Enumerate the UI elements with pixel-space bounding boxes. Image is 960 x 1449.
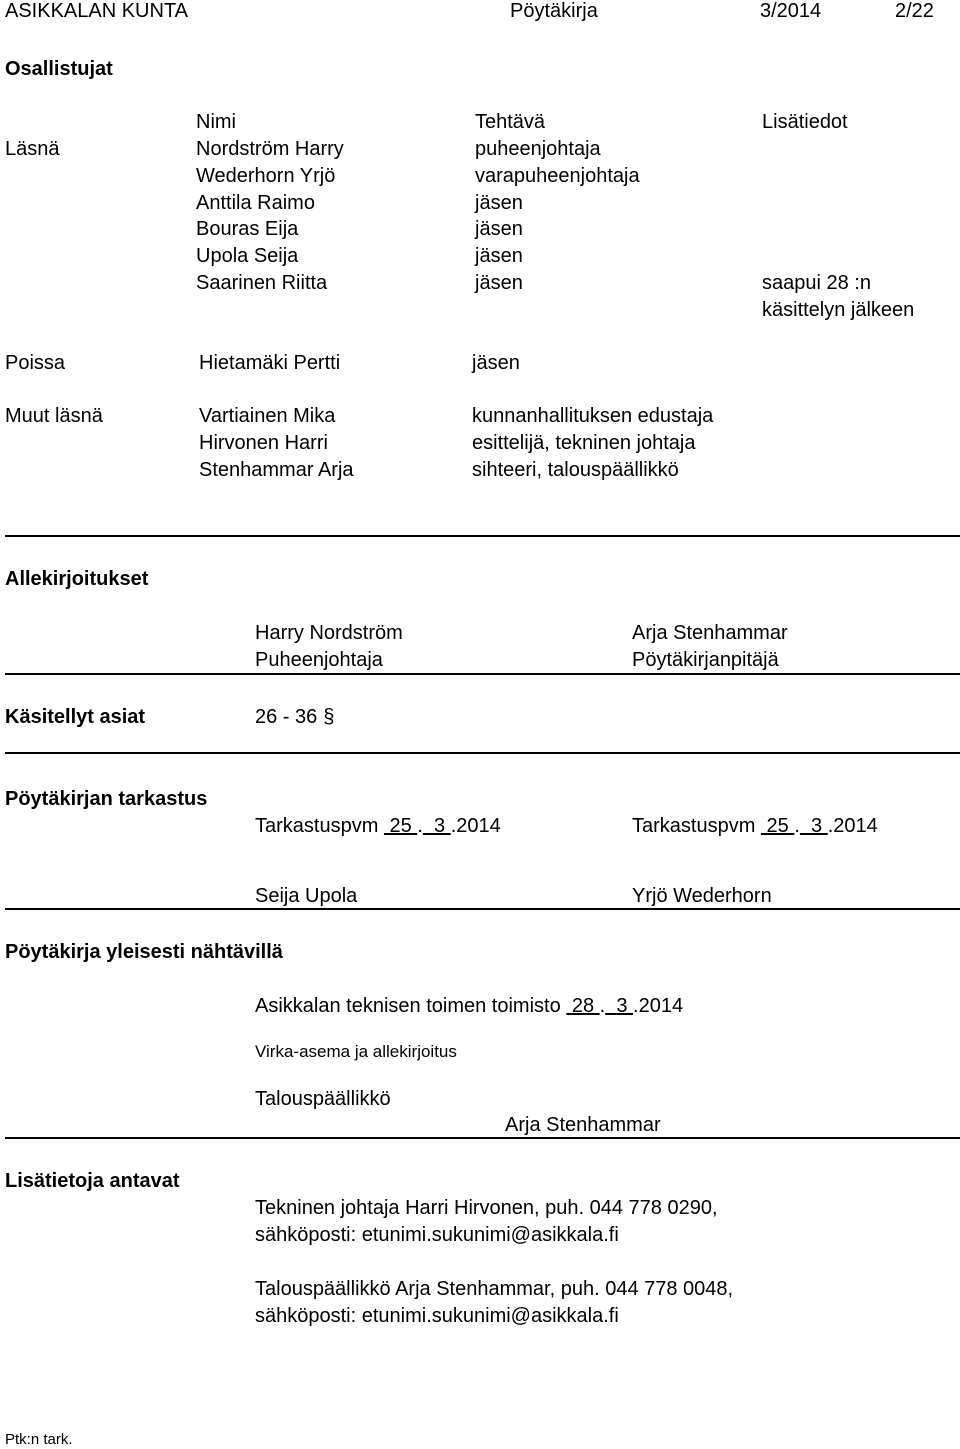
participants-heading: Osallistujat [5,58,113,80]
participant-role: varapuheenjohtaja [475,165,640,187]
participant-name: Wederhorn Yrjö [196,165,336,187]
participant-name: Saarinen Riitta [196,272,328,294]
col-header-extra: Lisätiedot [762,111,848,133]
review-day: 25 [389,815,412,837]
other-name: Hirvonen Harri [199,432,328,454]
public-signer: Arja Stenhammar [505,1114,661,1136]
public-day: 28 [571,995,595,1017]
participant-role: jäsen [475,272,523,294]
other-name: Stenhammar Arja [199,459,354,481]
reviewer-1: Seija Upola [255,885,358,907]
contact-2-line-2: sähköposti: etunimi.sukunimi@asikkala.fi [255,1305,619,1327]
absent-role: jäsen [472,352,520,374]
chair-name: Harry Nordström [255,622,403,644]
section-divider [5,673,960,675]
contact-2-line-1: Talouspäällikkö Arja Stenhammar, puh. 044 778 0048, [255,1278,734,1300]
public-month: 3 [616,995,628,1017]
participant-role: jäsen [475,192,523,214]
others-label: Muut läsnä [5,405,103,427]
section-divider [5,752,960,754]
review-year: .2014 [827,815,878,837]
public-heading: Pöytäkirja yleisesti nähtävillä [5,941,283,963]
present-label: Läsnä [5,138,60,160]
signatures-heading: Allekirjoitukset [5,568,149,590]
review-day: 25 [766,815,789,837]
section-divider [5,535,960,537]
handled-range-value: 26 - 36 [255,706,318,728]
public-year: .2014 [633,995,684,1017]
secretary-name: Arja Stenhammar [632,622,788,644]
secretary-title: Pöytäkirjanpitäjä [632,649,779,671]
participant-role: jäsen [475,245,523,267]
participant-note-cont: käsittelyn jälkeen [762,299,915,321]
other-role: esittelijä, tekninen johtaja [472,432,696,454]
document-type: Pöytäkirja [510,0,598,22]
handled-heading: Käsitellyt asiat [5,706,146,728]
page-number: 2/22 [895,0,934,22]
section-divider [5,908,960,910]
public-place: Asikkalan teknisen toimen toimisto [255,995,561,1017]
section-sign-icon: § [323,706,335,728]
other-name: Vartiainen Mika [199,405,336,427]
review-year: .2014 [450,815,501,837]
issue-number: 3/2014 [760,0,822,22]
contact-1-line-2: sähköposti: etunimi.sukunimi@asikkala.fi [255,1224,619,1246]
participant-role: jäsen [475,218,523,240]
handled-range [255,707,334,727]
participant-name: Bouras Eija [196,218,299,240]
signature-label: Virka-asema ja allekirjoitus [255,1042,457,1061]
participant-name: Upola Seija [196,245,299,267]
other-role: kunnanhallituksen edustaja [472,405,714,427]
org-name: ASIKKALAN KUNTA [5,0,189,22]
other-role: sihteeri, talouspäällikkö [472,459,679,481]
public-place-date: Asikkalan teknisen toimen toimisto 28 . 3 .2014 [255,995,684,1017]
col-header-name: Nimi [196,111,236,133]
participant-name: Anttila Raimo [196,192,315,214]
review-date-label: Tarkastuspvm [632,815,756,837]
review-date-1: Tarkastuspvm 25 . 3 .2014 [255,815,501,837]
public-position: Talouspäällikkö [255,1088,391,1110]
participant-note: saapui 28 :n [762,272,871,294]
review-heading: Pöytäkirjan tarkastus [5,788,208,810]
review-date-label: Tarkastuspvm [255,815,379,837]
review-month: 3 [811,815,823,837]
contact-1-line-1: Tekninen johtaja Harri Hirvonen, puh. 044 778 0290, [255,1197,718,1219]
footer-note: Ptk:n tark. [5,1431,73,1448]
col-header-role: Tehtävä [475,111,546,133]
info-heading: Lisätietoja antavat [5,1170,180,1192]
section-divider [5,1137,960,1139]
absent-name: Hietamäki Pertti [199,352,341,374]
reviewer-2: Yrjö Wederhorn [632,885,772,907]
chair-title: Puheenjohtaja [255,649,383,671]
review-month: 3 [434,815,446,837]
participant-role: puheenjohtaja [475,138,601,160]
absent-label: Poissa [5,352,66,374]
participant-name: Nordström Harry [196,138,344,160]
review-date-2: Tarkastuspvm 25 . 3 .2014 [632,815,878,837]
